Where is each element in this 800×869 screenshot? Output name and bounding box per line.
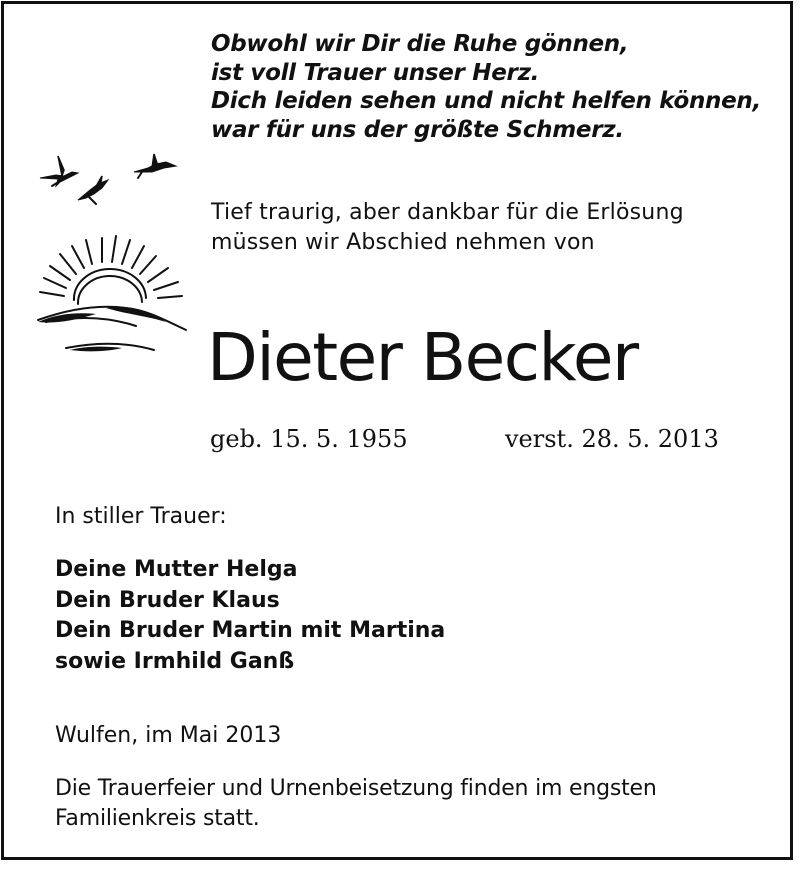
mourner-name: sowie Irmhild Ganß [55, 648, 295, 674]
poem-line: war für uns der größte Schmerz. [211, 116, 624, 143]
poem-line: Obwohl wir Dir die Ruhe gönnen, [211, 31, 629, 57]
death-date: verst. 28. 5. 2013 [505, 425, 719, 453]
birth-date: geb. 15. 5. 1955 [210, 425, 408, 453]
intro-line: müssen wir Abschied nehmen von [211, 230, 595, 255]
deceased-name: Dieter Becker [207, 319, 638, 396]
intro-text [211, 198, 684, 258]
poem-line: Dich leiden sehen und nicht helfen können, [211, 88, 761, 114]
mourners-list [55, 555, 445, 677]
poem [211, 30, 761, 144]
notice-line: Die Trauerfeier und Urnenbeisetzung finden im engsten [55, 776, 657, 801]
mourner-name: Dein Bruder Martin mit Martina [55, 618, 446, 643]
life-dates [210, 424, 719, 454]
setting-sun-icon [36, 230, 191, 360]
mourning-label: In stiller Trauer: [55, 504, 227, 529]
poem-line: ist voll Trauer unser Herz. [211, 59, 540, 86]
flying-birds-icon [38, 148, 188, 208]
notice-line: Familienkreis statt. [55, 806, 260, 831]
intro-line: Tief traurig, aber dankbar für die Erlösung [211, 200, 684, 225]
mourner-name: Deine Mutter Helga [55, 557, 298, 582]
funeral-notice [55, 774, 657, 834]
mourner-name: Dein Bruder Klaus [55, 587, 280, 613]
place-date: Wulfen, im Mai 2013 [55, 723, 282, 748]
